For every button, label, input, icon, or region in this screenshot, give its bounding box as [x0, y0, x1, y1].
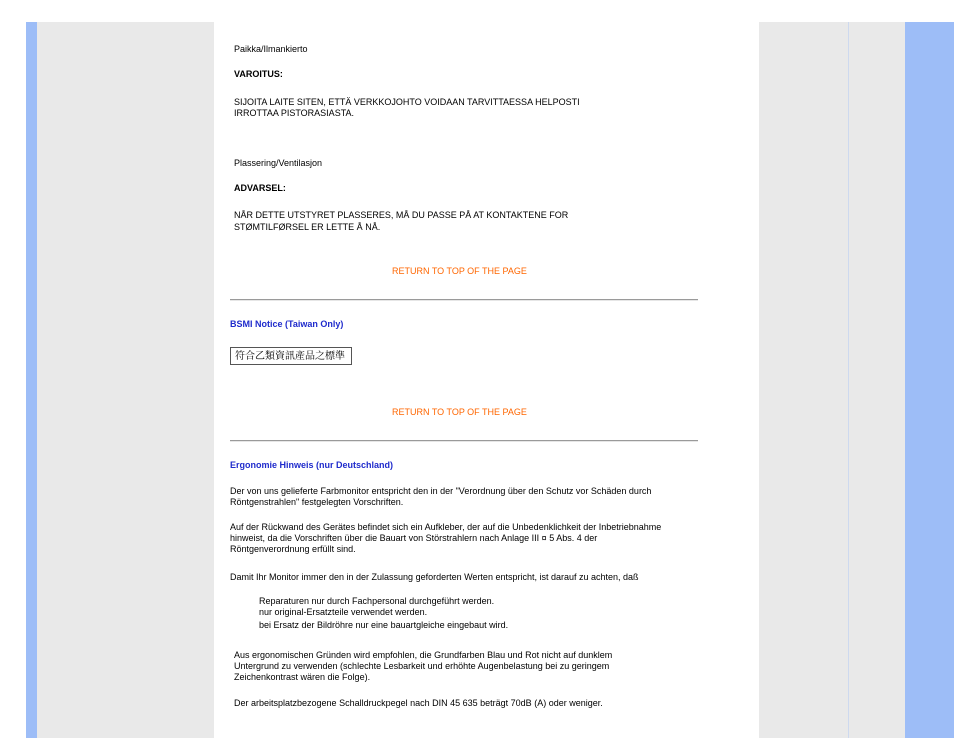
ergonomie-list-item: bei Ersatz der Bildröhre nur eine bauartgleiche eingebaut wird. — [259, 620, 509, 630]
no-warning-label: ADVARSEL: — [234, 183, 286, 193]
ergonomie-list-item: Reparaturen nur durch Fachpersonal durchgeführt werden. — [259, 596, 495, 606]
return-to-top-link[interactable]: RETURN TO TOP OF THE PAGE — [392, 266, 527, 276]
ergonomie-p2-line2: hinweist, da die Vorschriften über die Bauart von Störstrahlern nach Anlage III ¤ 5 Abs. 4 der — [230, 533, 598, 543]
section-divider — [230, 299, 698, 301]
no-section-title: Plassering/Ventilasjon — [234, 158, 323, 168]
no-warning-line2: STØMTILFØRSEL ER LETTE Å NÅ. — [234, 222, 381, 232]
return-to-top-link-2[interactable]: RETURN TO TOP OF THE PAGE — [392, 407, 527, 417]
fi-warning-line1: SIJOITA LAITE SITEN, ETTÄ VERKKOJOHTO VOIDAAN TARVITTAESSA HELPOSTI — [234, 97, 580, 107]
ergonomie-p2-line1: Auf der Rückwand des Gerätes befindet sich ein Aufkleber, der auf die Unbedenklichkeit der Inbetriebnahme — [230, 522, 662, 532]
bsmi-heading: BSMI Notice (Taiwan Only) — [230, 319, 344, 329]
ergonomie-p2-line3: Röntgenverordnung erfüllt sind. — [230, 544, 356, 554]
no-warning-line1: NÅR DETTE UTSTYRET PLASSERES, MÅ DU PASSE PÅ AT KONTAKTENE FOR — [234, 210, 569, 220]
ergonomie-p1-line1: Der von uns gelieferte Farbmonitor entspricht den in der "Verordnung über den Schutz vor Schäden durch — [230, 486, 652, 496]
ergonomie-list-item: nur original-Ersatzteile verwendet werden. — [259, 607, 428, 617]
right-blue-frame — [905, 22, 954, 738]
ergonomie-p4-line1: Aus ergonomischen Gründen wird empfohlen, die Grundfarben Blau und Rot nicht auf dunklem — [234, 650, 613, 660]
ergonomie-p4-line2: Untergrund zu verwenden (schlechte Lesbarkeit und erhöhte Augenbelastung bei zu geringem — [234, 661, 610, 671]
fi-warning-label: VAROITUS: — [234, 69, 283, 79]
right-gray-margin — [759, 22, 905, 738]
left-blue-frame — [26, 22, 37, 738]
bsmi-notice-box: 符合乙類資訊產品之標準 — [230, 347, 352, 365]
left-gray-margin — [37, 22, 214, 738]
right-divider-line — [848, 22, 849, 738]
ergonomie-p5: Der arbeitsplatzbezogene Schalldruckpegel nach DIN 45 635 beträgt 70dB (A) oder weniger. — [234, 698, 603, 708]
ergonomie-p3: Damit Ihr Monitor immer den in der Zulassung geforderten Werten entspricht, ist darauf zu achten, daß — [230, 572, 639, 582]
ergonomie-heading: Ergonomie Hinweis (nur Deutschland) — [230, 460, 394, 470]
fi-section-title: Paikka/Ilmankierto — [234, 44, 308, 54]
section-divider-2 — [230, 440, 698, 442]
fi-warning-line2: IRROTTAA PISTORASIASTA. — [234, 108, 355, 118]
ergonomie-p4-line3: Zeichenkontrast wären die Folge). — [234, 672, 371, 682]
ergonomie-p1-line2: Röntgenstrahlen" festgelegten Vorschriften. — [230, 497, 404, 507]
